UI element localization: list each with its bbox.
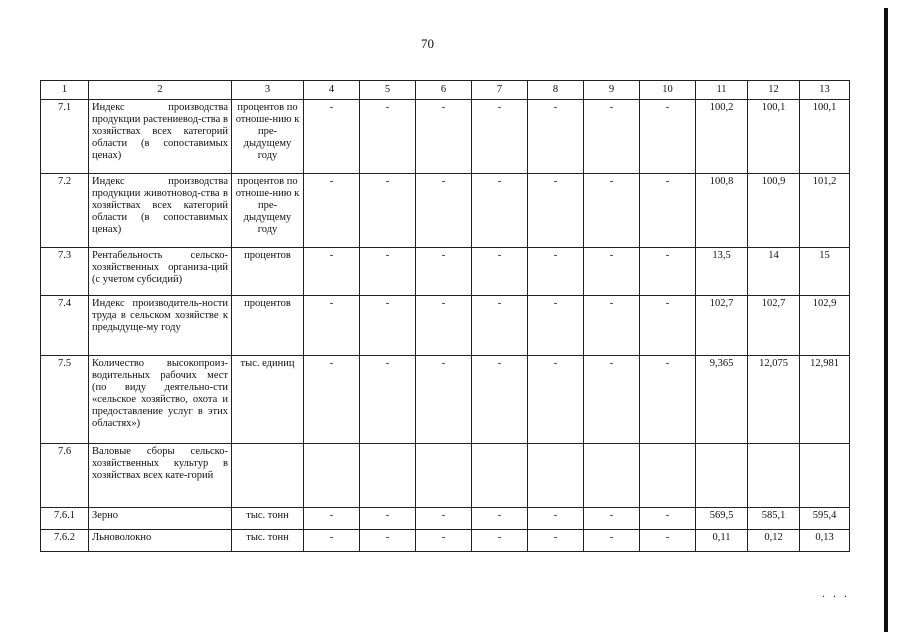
- cell-name: Льноволокно: [89, 530, 232, 552]
- header-cell: 7: [472, 81, 528, 100]
- cell-d5: -: [360, 248, 416, 296]
- cell-d8: -: [528, 296, 584, 356]
- cell-v12: 100,1: [748, 100, 800, 174]
- cell-d5: -: [360, 530, 416, 552]
- cell-v11: 13,5: [696, 248, 748, 296]
- table-row: [41, 296, 850, 356]
- cell-num: 7.3: [41, 248, 89, 296]
- cell-name: Количество высокопроиз-водительных рабочих мест (по виду деятельно-сти «сельское хозяйство, охота и предоставление услуг в этих областях»): [89, 356, 232, 444]
- header-cell: 2: [89, 81, 232, 100]
- cell-name: Индекс производитель-ности труда в сельском хозяйстве к предыдуще-му году: [89, 296, 232, 356]
- cell-d8: -: [528, 100, 584, 174]
- cell-d7: -: [472, 100, 528, 174]
- cell-v12: 585,1: [748, 508, 800, 530]
- header-cell: 12: [748, 81, 800, 100]
- cell-d9: -: [584, 356, 640, 444]
- cell-d10: [640, 444, 696, 508]
- table-row: [41, 508, 850, 530]
- cell-d6: -: [416, 174, 472, 248]
- cell-name: Индекс производства продукции растениевод-ства в хозяйствах всех категорий области (в сопоставимых ценах): [89, 100, 232, 174]
- cell-d10: -: [640, 296, 696, 356]
- cell-d7: [472, 444, 528, 508]
- cell-d4: -: [304, 356, 360, 444]
- cell-v11: 9,365: [696, 356, 748, 444]
- scan-edge-bar: [884, 8, 888, 632]
- table-row: [41, 248, 850, 296]
- table-row: [41, 100, 850, 174]
- cell-d4: -: [304, 248, 360, 296]
- cell-unit: процентов: [232, 248, 304, 296]
- cell-d10: -: [640, 356, 696, 444]
- cell-unit: [232, 444, 304, 508]
- table-row: [41, 444, 850, 508]
- header-cell: 3: [232, 81, 304, 100]
- cell-d9: [584, 444, 640, 508]
- cell-v13: 100,1: [800, 100, 850, 174]
- cell-num: 7.6.2: [41, 530, 89, 552]
- cell-d5: [360, 444, 416, 508]
- cell-d4: -: [304, 100, 360, 174]
- cell-name: Зерно: [89, 508, 232, 530]
- continuation-marker: ...: [822, 586, 855, 600]
- cell-d8: -: [528, 174, 584, 248]
- cell-v11: 100,8: [696, 174, 748, 248]
- cell-v13: 15: [800, 248, 850, 296]
- cell-num: 7.1: [41, 100, 89, 174]
- cell-d9: -: [584, 508, 640, 530]
- header-cell: 8: [528, 81, 584, 100]
- cell-d9: -: [584, 530, 640, 552]
- cell-v13: 0,13: [800, 530, 850, 552]
- cell-d4: -: [304, 530, 360, 552]
- cell-name: Индекс производства продукции животновод-ства в хозяйствах всех категорий области (в сопоставимых ценах): [89, 174, 232, 248]
- table-row: [41, 174, 850, 248]
- cell-v13: 102,9: [800, 296, 850, 356]
- header-cell: 10: [640, 81, 696, 100]
- cell-unit: тыс. тонн: [232, 530, 304, 552]
- cell-d9: -: [584, 174, 640, 248]
- cell-d7: -: [472, 508, 528, 530]
- cell-d5: -: [360, 356, 416, 444]
- cell-num: 7.5: [41, 356, 89, 444]
- cell-d6: -: [416, 356, 472, 444]
- cell-num: 7.4: [41, 296, 89, 356]
- cell-v11: 569,5: [696, 508, 748, 530]
- cell-d7: -: [472, 356, 528, 444]
- cell-name: Валовые сборы сельско-хозяйственных культур в хозяйствах всех кате-горий: [89, 444, 232, 508]
- header-cell: 4: [304, 81, 360, 100]
- cell-d6: -: [416, 248, 472, 296]
- cell-unit: процентов по отноше-нию к пре-дыдущему году: [232, 100, 304, 174]
- header-cell: 11: [696, 81, 748, 100]
- cell-num: 7.2: [41, 174, 89, 248]
- cell-d10: -: [640, 508, 696, 530]
- cell-d5: -: [360, 100, 416, 174]
- header-cell: 9: [584, 81, 640, 100]
- cell-d4: -: [304, 508, 360, 530]
- cell-d5: -: [360, 296, 416, 356]
- cell-num: 7.6: [41, 444, 89, 508]
- cell-d8: [528, 444, 584, 508]
- header-cell: 1: [41, 81, 89, 100]
- cell-d4: [304, 444, 360, 508]
- cell-d6: [416, 444, 472, 508]
- cell-v12: 14: [748, 248, 800, 296]
- cell-v12: [748, 444, 800, 508]
- header-cell: 13: [800, 81, 850, 100]
- cell-unit: тыс. тонн: [232, 508, 304, 530]
- cell-d7: -: [472, 530, 528, 552]
- cell-d5: -: [360, 508, 416, 530]
- cell-v12: 102,7: [748, 296, 800, 356]
- cell-d6: -: [416, 296, 472, 356]
- cell-unit: процентов: [232, 296, 304, 356]
- cell-d10: -: [640, 248, 696, 296]
- cell-d10: -: [640, 530, 696, 552]
- cell-unit: тыс. единиц: [232, 356, 304, 444]
- cell-d8: -: [528, 530, 584, 552]
- cell-d6: -: [416, 100, 472, 174]
- cell-v12: 0,12: [748, 530, 800, 552]
- cell-v13: [800, 444, 850, 508]
- cell-d9: -: [584, 248, 640, 296]
- cell-d10: -: [640, 174, 696, 248]
- table-row: [41, 356, 850, 444]
- cell-d8: -: [528, 248, 584, 296]
- cell-unit: процентов по отноше-нию к пре-дыдущему году: [232, 174, 304, 248]
- header-row: [41, 81, 850, 100]
- cell-num: 7.6.1: [41, 508, 89, 530]
- cell-v11: [696, 444, 748, 508]
- cell-name: Рентабельность сельско-хозяйственных организа-ций (с учетом субсидий): [89, 248, 232, 296]
- cell-d7: -: [472, 248, 528, 296]
- indicator-table: [40, 80, 850, 552]
- cell-v11: 0,11: [696, 530, 748, 552]
- cell-d6: -: [416, 508, 472, 530]
- cell-d10: -: [640, 100, 696, 174]
- cell-d4: -: [304, 174, 360, 248]
- cell-v13: 101,2: [800, 174, 850, 248]
- cell-d7: -: [472, 296, 528, 356]
- cell-v13: 595,4: [800, 508, 850, 530]
- cell-d4: -: [304, 296, 360, 356]
- cell-d5: -: [360, 174, 416, 248]
- header-cell: 5: [360, 81, 416, 100]
- cell-v12: 100,9: [748, 174, 800, 248]
- cell-v11: 102,7: [696, 296, 748, 356]
- cell-d9: -: [584, 296, 640, 356]
- cell-d8: -: [528, 356, 584, 444]
- cell-d9: -: [584, 100, 640, 174]
- cell-v12: 12,075: [748, 356, 800, 444]
- page-number: 70: [421, 36, 434, 51]
- cell-v11: 100,2: [696, 100, 748, 174]
- cell-d7: -: [472, 174, 528, 248]
- header-cell: 6: [416, 81, 472, 100]
- table-row: [41, 530, 850, 552]
- cell-d6: -: [416, 530, 472, 552]
- cell-d8: -: [528, 508, 584, 530]
- cell-v13: 12,981: [800, 356, 850, 444]
